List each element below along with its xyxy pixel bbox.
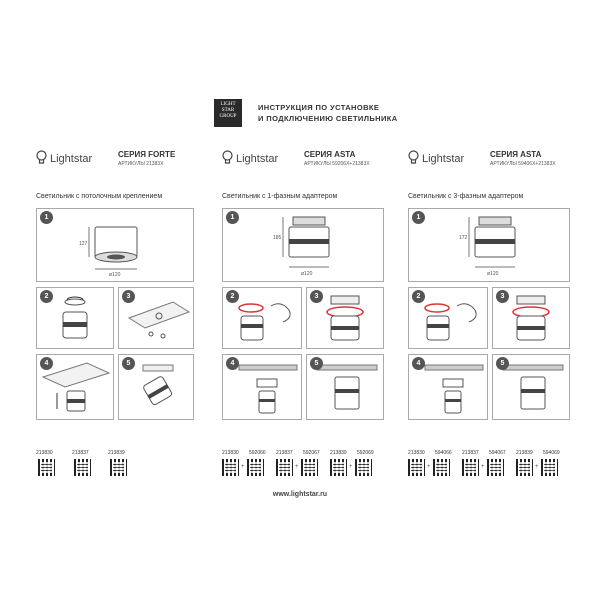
step-number: 3	[122, 290, 135, 303]
qr-code	[487, 459, 504, 476]
step-number: 4	[226, 357, 239, 370]
series-name: СЕРИЯ FORTE	[118, 150, 176, 159]
step-1-panel	[36, 208, 194, 282]
width-label: ø120	[301, 271, 313, 277]
step-1-panel	[222, 208, 384, 282]
qr-code	[355, 459, 372, 476]
step-5-panel	[118, 354, 194, 420]
article-code: 594067	[489, 450, 506, 456]
step-2-panel	[408, 287, 488, 349]
section-subtitle: Светильник с потолочным креплением	[36, 193, 163, 200]
brand-name: Lightstar	[236, 153, 279, 165]
qr-code	[247, 459, 264, 476]
article-code: 213837	[72, 450, 89, 456]
width-label: ø120	[109, 272, 121, 278]
brand-name: Lightstar	[50, 153, 93, 165]
articles-label: АРТИКУЛЫ 59206X+21383X	[304, 161, 370, 167]
step-number: 1	[40, 211, 53, 224]
section-subtitle: Светильник с 1-фазным адаптером	[222, 193, 338, 200]
step-2-panel	[36, 287, 114, 349]
height-label: 172	[459, 235, 468, 241]
articles-label: АРТИКУЛЫ 21383X	[118, 161, 164, 167]
step-number: 3	[496, 290, 509, 303]
step-5-panel	[306, 354, 384, 420]
qr-code	[110, 459, 127, 476]
bulb-icon	[36, 150, 47, 165]
height-label: 127	[79, 241, 88, 247]
qr-code	[516, 459, 533, 476]
width-label: ø120	[487, 271, 499, 277]
fixture-dimension-drawing	[37, 209, 193, 281]
series-name: СЕРИЯ ASTA	[490, 150, 542, 159]
plus-sign: +	[481, 464, 485, 470]
lightstar-group-logo: LIGHT STAR GROUP	[214, 99, 242, 127]
plus-sign: +	[349, 464, 353, 470]
step-3-panel	[118, 287, 194, 349]
bulb-icon	[222, 150, 233, 165]
step-1-panel	[408, 208, 570, 282]
step-number: 4	[412, 357, 425, 370]
plus-sign: +	[295, 464, 299, 470]
step-4-panel	[222, 354, 302, 420]
qr-code	[74, 459, 91, 476]
article-code: 594066	[435, 450, 452, 456]
qr-code	[330, 459, 347, 476]
qr-code	[408, 459, 425, 476]
step-number: 5	[310, 357, 323, 370]
column-asta-3phase	[408, 140, 588, 500]
qr-code	[433, 459, 450, 476]
step-3-panel	[492, 287, 570, 349]
step-number: 3	[310, 290, 323, 303]
article-code: 213839	[330, 450, 347, 456]
step-number: 5	[496, 357, 509, 370]
article-code: 592067	[303, 450, 320, 456]
bulb-icon	[408, 150, 419, 165]
qr-code	[38, 459, 55, 476]
title-line-1: ИНСТРУКЦИЯ ПО УСТАНОВКЕ	[258, 103, 380, 112]
series-name: СЕРИЯ ASTA	[304, 150, 356, 159]
article-code: 213830	[222, 450, 239, 456]
step-4-panel	[36, 354, 114, 420]
article-code: 592069	[357, 450, 374, 456]
column-forte	[36, 140, 216, 500]
brand-name: Lightstar	[422, 153, 465, 165]
step-number: 1	[226, 211, 239, 224]
plus-sign: +	[427, 464, 431, 470]
step-number: 2	[40, 290, 53, 303]
column-asta-1phase	[222, 140, 402, 500]
step-2-panel	[222, 287, 302, 349]
articles-label: АРТИКУЛЫ 59406X+21383X	[490, 161, 556, 167]
title-line-2: И ПОДКЛЮЧЕНИЮ СВЕТИЛЬНИКА	[258, 114, 398, 123]
step-number: 2	[226, 290, 239, 303]
article-code: 213839	[516, 450, 533, 456]
page-title	[258, 102, 398, 124]
fixture-dimension-drawing	[409, 209, 569, 281]
qr-code	[222, 459, 239, 476]
article-code: 213837	[462, 450, 479, 456]
article-code: 213839	[108, 450, 125, 456]
article-code: 213837	[276, 450, 293, 456]
website-url[interactable]: www.lightstar.ru	[272, 491, 328, 498]
qr-code	[276, 459, 293, 476]
article-code: 592066	[249, 450, 266, 456]
step-number: 5	[122, 357, 135, 370]
article-code: 594069	[543, 450, 560, 456]
qr-code	[462, 459, 479, 476]
plus-sign: +	[241, 464, 245, 470]
step-number: 1	[412, 211, 425, 224]
section-subtitle: Светильник с 3-фазным адаптером	[408, 193, 524, 200]
step-number: 2	[412, 290, 425, 303]
step-3-panel	[306, 287, 384, 349]
step-5-panel	[492, 354, 570, 420]
plus-sign: +	[535, 464, 539, 470]
step-number: 4	[40, 357, 53, 370]
article-code: 213830	[408, 450, 425, 456]
article-code: 213830	[36, 450, 53, 456]
height-label: 185	[273, 235, 282, 241]
qr-code	[301, 459, 318, 476]
qr-code	[541, 459, 558, 476]
step-4-panel	[408, 354, 488, 420]
fixture-dimension-drawing	[223, 209, 383, 281]
